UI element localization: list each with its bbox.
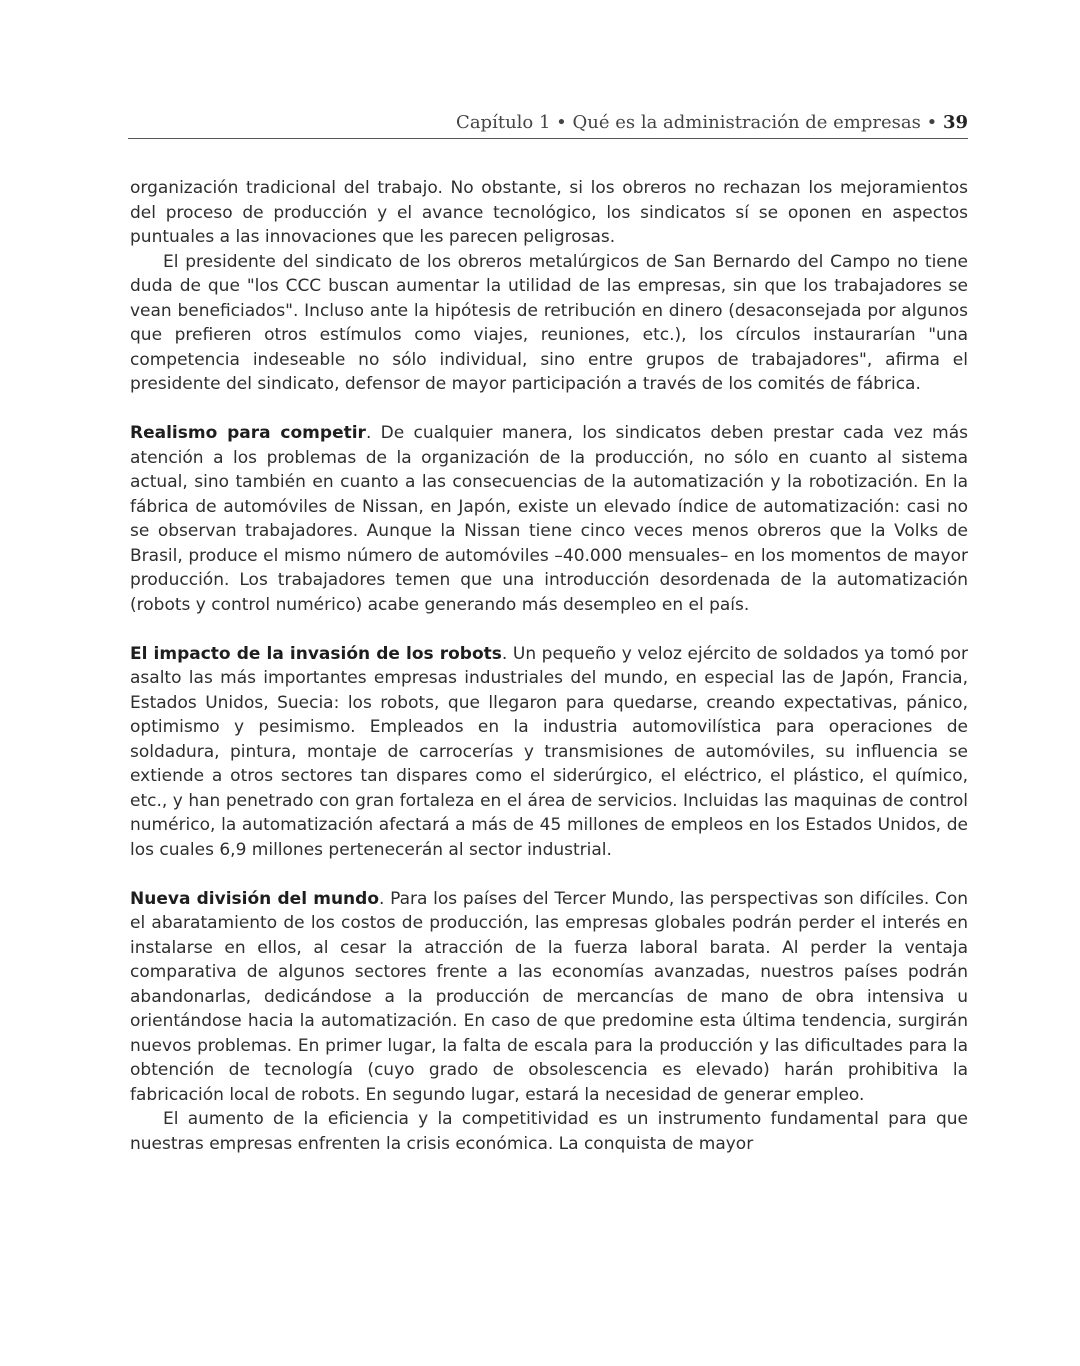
section-heading: Nueva división del mundo: [130, 888, 380, 909]
body-text: [130, 176, 968, 1156]
paragraph-1: [130, 176, 968, 250]
paragraph-final: [130, 1107, 968, 1156]
section-heading: Realismo para competir: [130, 423, 366, 443]
paragraph-text: . Para los países del Tercer Mundo, las perspectivas son difíciles. Con el abaratamiento de los costos de producción, las empresas globales podrán perder el interés en instalarse en ellos, al cesar la atracción de la fuerza laboral barata. Al perder la ventaja comparativa de algunos sectores frente a las economías avanzadas, nuestros países podrán abandonarlas, dedicándose a la producción de mercancías de mano de obra intensiva u orientándose hacia la automatización. En caso de que predomine esta última tendencia, surgirán nuevos problemas. En primer lugar, la falta de escala para la producción y las dificultades para la obtención de tecnología (cuyo grado de obsolescencia es elevado) harán prohibitiva la fabricación local de robots. En segundo lugar, estará la necesidad de generar empleo.: [130, 888, 968, 1105]
section-realismo: [130, 421, 968, 617]
paragraph-text: . Un pequeño y veloz ejército de soldados ya tomó por asalto las más importantes empresas industriales del mundo, en especial las de Japón, Francia, Estados Unidos, Suecia: los robots, que llegaron para quedarse, creando expectativas, pánico, optimismo y pesimismo. Empleados en la industria automovilística para operaciones de soldadura, pintura, montaje de carrocerías y transmisiones de automóviles, su influencia se extiende a otros sectores tan dispares como el siderúrgico, el eléctrico, el plástico, el químico, etc., y han penetrado con gran fortaleza en el área de servicios. Incluidas las maquinas de control numérico, la automatización afectará a más de 45 millones de empleos en los Estados Unidos, de los cuales 6,9 millones pertenecerán al sector industrial.: [130, 643, 968, 860]
page-number: 39: [942, 112, 968, 133]
paragraph-text: El aumento de la eficiencia y la competitividad es un instrumento fundamental para que nuestras empresas enfrenten la crisis económica. La conquista de mayor: [130, 1109, 968, 1154]
paragraph-2: [130, 250, 968, 397]
section-impacto-robots: [130, 642, 968, 863]
paragraph-text: El presidente del sindicato de los obreros metalúrgicos de San Bernardo del Campo no tiene duda de que "los CCC buscan aumentar la utilidad de las empresas, sin que los trabajadores se vean beneficiados". Incluso ante la hipótesis de retribución en dinero (desaconsejada por algunos que prefieren otros estímulos como viajes, reuniones, etc.), los círculos instaurarían "una competencia indeseable no sólo individual, sino entre grupos de trabajadores", afirma el presidente del sindicato, defensor de mayor participación a través de los comités de fábrica.: [130, 251, 968, 394]
running-header: [128, 112, 968, 139]
section-nueva-division: [130, 887, 968, 1108]
paragraph-text: organización tradicional del trabajo. No obstante, si los obreros no rechazan los mejoramientos del proceso de producción y el avance tecnológico, los sindicatos sí se oponen en aspectos puntuales a las innovaciones que les parecen peligrosas.: [130, 178, 968, 247]
paragraph-text: . De cualquier manera, los sindicatos deben prestar cada vez más atención a los problemas de la organización de la producción, no sólo en cuanto al sistema actual, sino también en cuanto a las consecuencias de la automatización y la robotización. En la fábrica de automóviles de Nissan, en Japón, existe un elevado índice de automatización: casi no se observan trabajadores. Aunque la Nissan tiene cinco veces menos obreros que la Volks de Brasil, produce el mismo número de automóviles –40.000 mensuales– en los momentos de mayor producción. Los trabajadores temen que una introducción desordenada de la automatización (robots y control numérico) acabe generando más desempleo en el país.: [130, 423, 968, 615]
section-heading: El impacto de la invasión de los robots: [130, 643, 502, 664]
chapter-title: Capítulo 1 • Qué es la administración de empresas •: [456, 112, 938, 133]
